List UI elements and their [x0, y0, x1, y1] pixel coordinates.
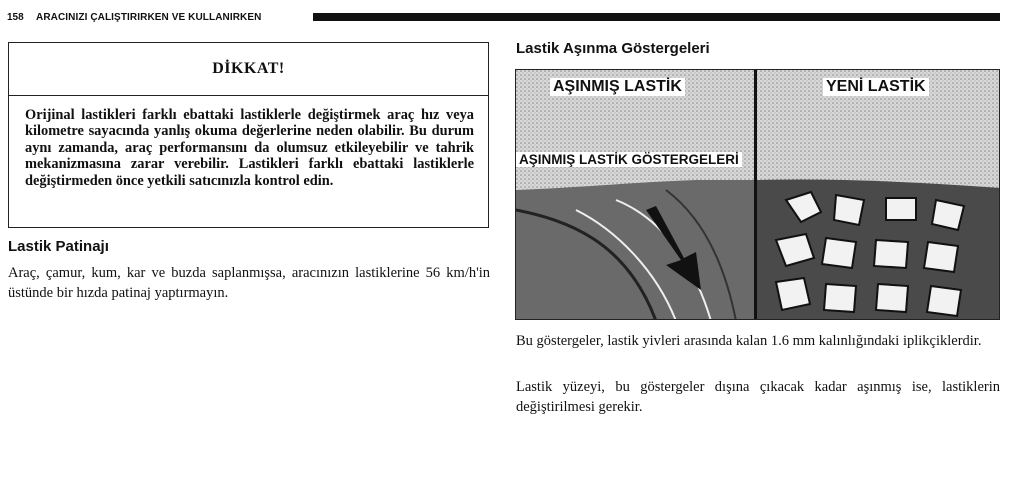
- spin-section-text: Araç, çamur, kum, kar ve buzda saplanmışsa, aracınızın lastiklerine 56 km/h'in üstünde bir hızda patinaj yaptırmayın.: [8, 265, 490, 301]
- chapter-title: ARACINIZI ÇALIŞTIRIRKEN VE KULLANIRKEN: [36, 12, 262, 23]
- tire-illustration: [516, 70, 1000, 320]
- warning-box: [8, 42, 489, 228]
- worn-tire-label: AŞINMIŞ LASTİK: [550, 78, 685, 96]
- warning-text: Orijinal lastikleri farklı ebattaki lastiklerle değiştirmek araç hız veya kilometre sayacında yanlış okuma değerlerine neden olabilir. Bu durum aynı zamanda, araç performansını da olumsuz etkileyebilir ve tahrik mekanizmasına zarar verebilir. Lastikleri farklı ebattaki lastiklerle değiştirmeden önce yetkili satıcınızla kontrol edin.: [25, 107, 474, 189]
- wear-para-2: Lastik yüzeyi, bu göstergeler dışına çıkacak kadar aşınmış ise, lastiklerin değiştirilmesi gerekir.: [516, 379, 1000, 415]
- spin-section-title: Lastik Patinajı: [8, 238, 109, 255]
- page-number: 158: [7, 12, 24, 23]
- header-rule: [313, 13, 1000, 21]
- tire-wear-figure: [515, 69, 1000, 320]
- warning-title: DİKKAT!: [9, 43, 488, 96]
- wear-indicator-label: AŞINMIŞ LASTİK GÖSTERGELERİ: [516, 152, 742, 167]
- wear-para-1: Bu göstergeler, lastik yivleri arasında kalan 1.6 mm kalınlığındaki iplikçiklerdir.: [516, 333, 982, 349]
- new-tire-label: YENİ LASTİK: [823, 78, 929, 96]
- wear-section-title: Lastik Aşınma Göstergeleri: [516, 40, 710, 57]
